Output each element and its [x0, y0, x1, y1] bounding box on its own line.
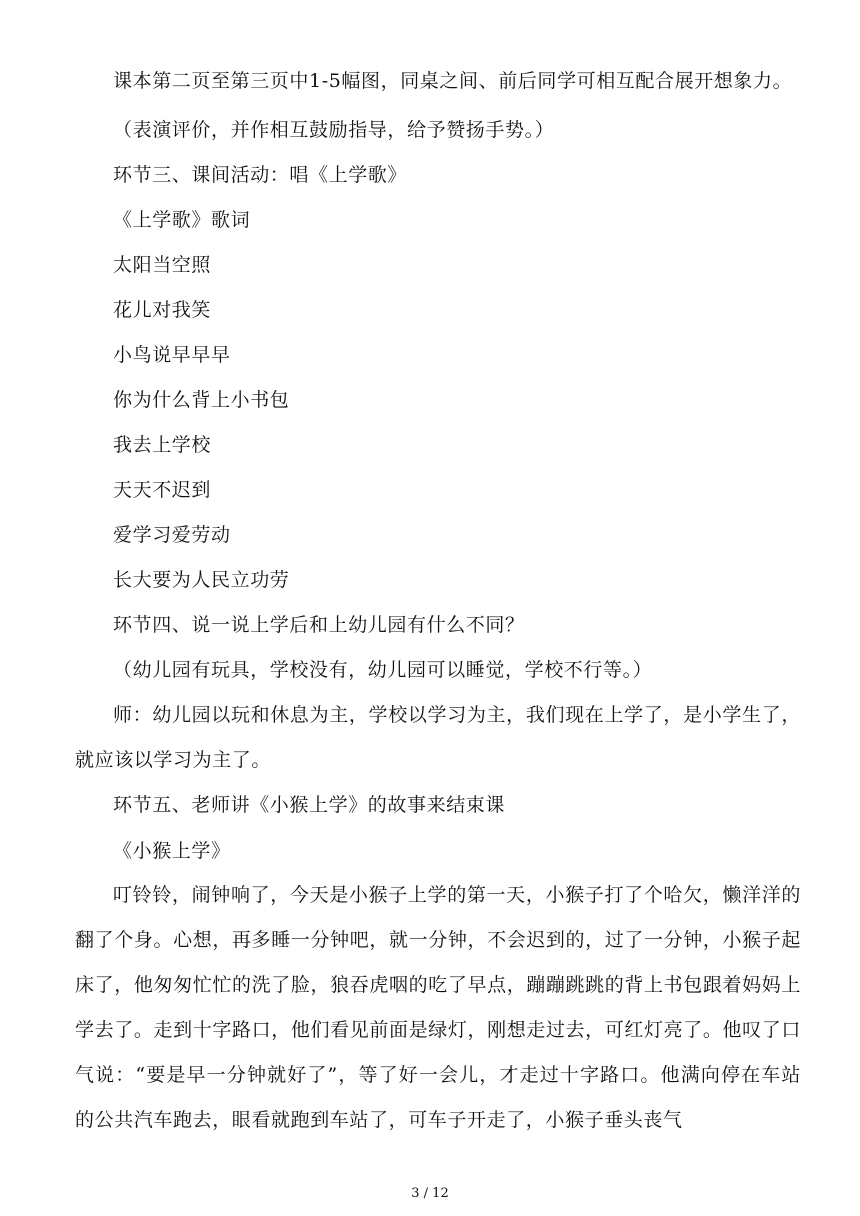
lyric-line-1: 太阳当空照	[113, 254, 212, 276]
lyric-line-8: 长大要为人民立功劳	[113, 569, 290, 591]
teacher-paragraph: 师：幼儿园以玩和休息为主，学校以学习为主，我们现在上学了，是小学生了，就应该以学习为主了。	[75, 704, 801, 771]
story-title: 《小猴上学》	[113, 840, 231, 862]
lyric-line-5: 我去上学校	[113, 434, 212, 456]
page-number: 3 / 12	[411, 1186, 449, 1201]
section-four-answer: （幼儿园有玩具，学校没有，幼儿园可以睡觉，学校不行等。）	[113, 659, 653, 681]
text-line-performance-evaluation: （表演评价，并作相互鼓励指导，给予赞扬手势。）	[113, 119, 555, 141]
lyric-line-3: 小鸟说早早早	[113, 344, 231, 366]
lyric-line-7: 爱学习爱劳动	[113, 524, 231, 546]
lyric-line-4: 你为什么背上小书包	[113, 389, 290, 411]
lyric-line-2: 花儿对我笑	[113, 299, 212, 321]
story-paragraph: 叮铃铃，闹钟响了，今天是小猴子上学的第一天，小猴子打了个哈欠，懒洋洋的翻了个身。心想，再多睡一分钟吧，就一分钟，不会迟到的，过了一分钟，小猴子起床了，他匆匆忙忙的洗了脸，狼吞虎咽的吃了早点，蹦蹦跳跳的背上书包跟着妈妈上学去了。走到十字路口，他们看见前面是绿灯，刚想走过去，可红灯亮了。他叹了口气说：“要是早一分钟就好了”，等了好一会儿，才走过十字路口。他满向停在车站的公共汽车跑去，眼看就跑到车站了，可车子开走了，小猴子垂头丧气	[75, 884, 801, 1131]
lyrics-title: 《上学歌》歌词	[113, 209, 251, 231]
section-five-heading: 环节五、老师讲《小猴上学》的故事来结束课	[113, 794, 506, 816]
section-four-heading: 环节四、说一说上学后和上幼儿园有什么不同？	[113, 614, 525, 636]
text-line-textbook-pages: 课本第二页至第三页中1-5幅图，同桌之间、前后同学可相互配合展开想象力。	[113, 70, 793, 92]
section-three-heading: 环节三、课间活动：唱《上学歌》	[113, 164, 408, 186]
lyric-line-6: 天天不迟到	[113, 479, 212, 501]
